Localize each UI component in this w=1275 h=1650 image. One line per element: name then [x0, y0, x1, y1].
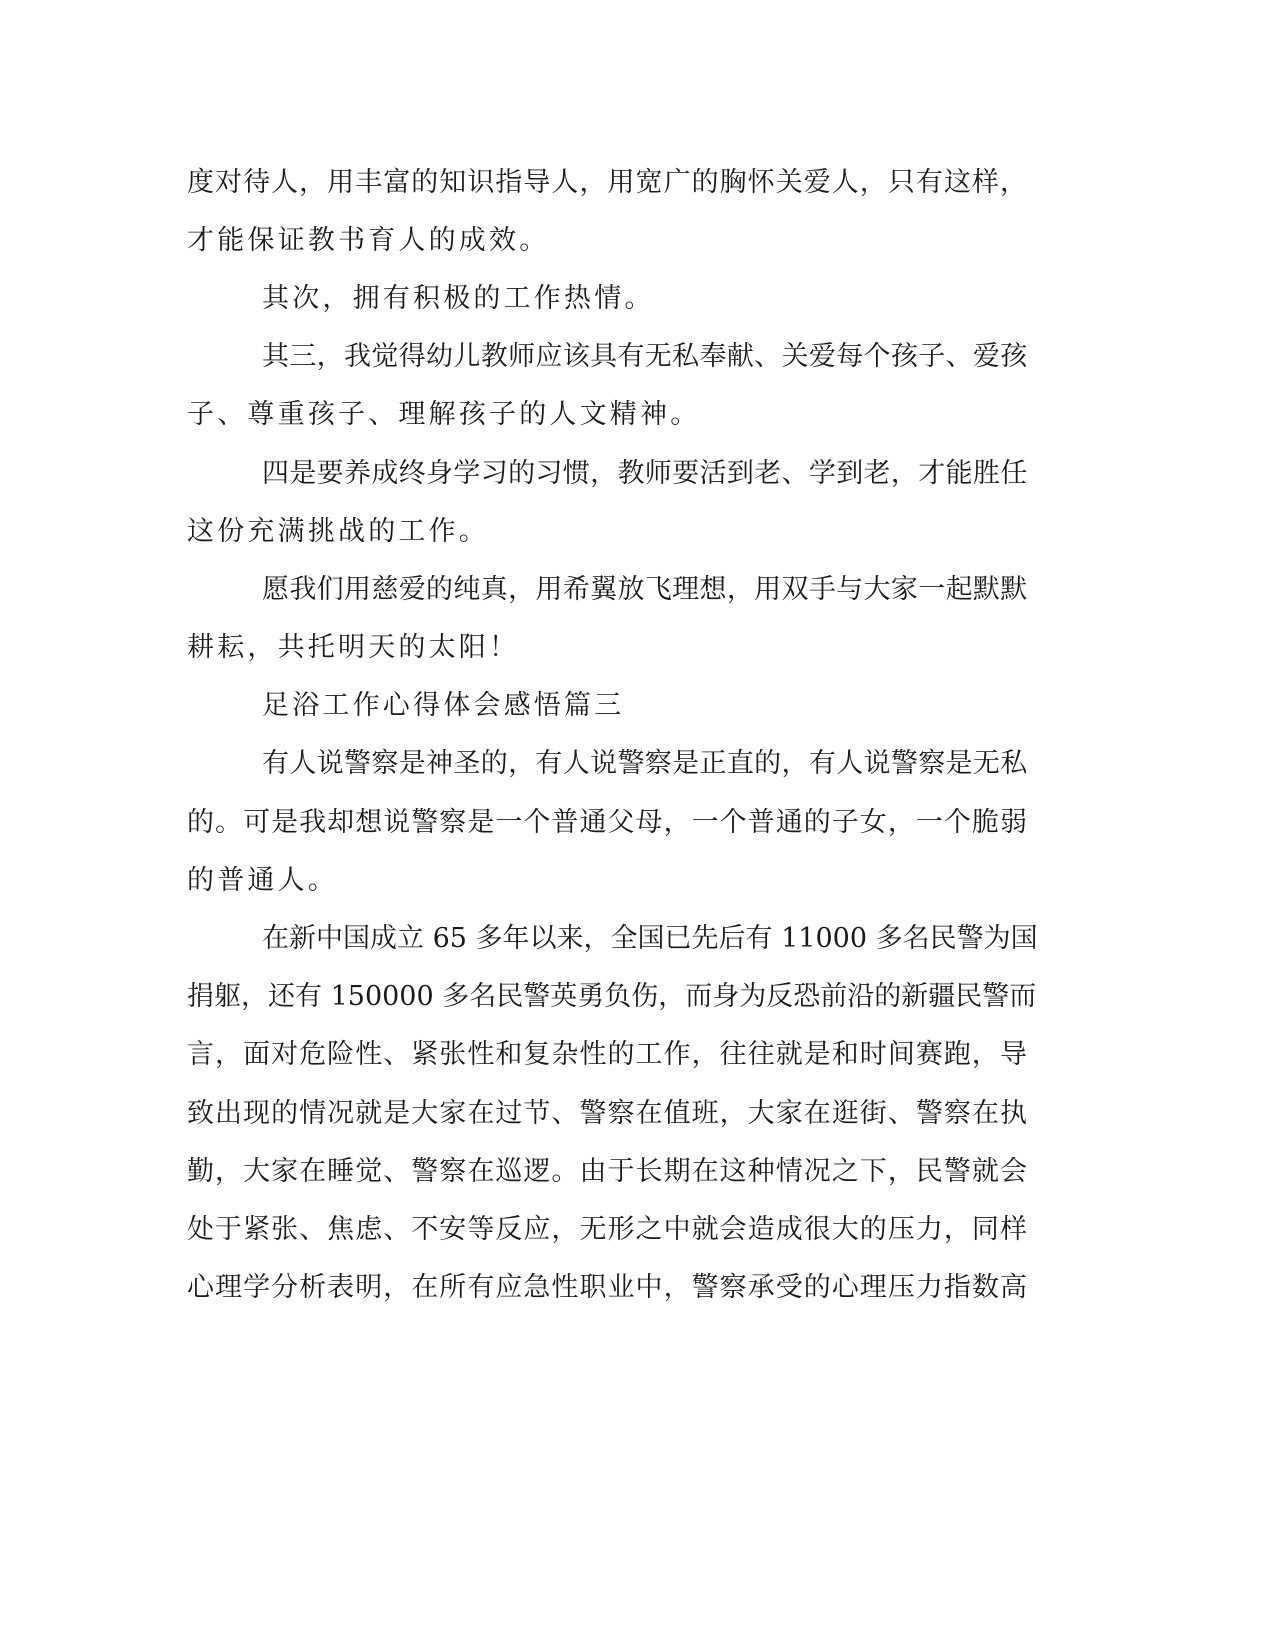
paragraph-line: 的。可是我却想说警察是一个普通父母，一个普通的子女，一个脆弱	[187, 807, 1028, 838]
paragraph-line: 处于紧张、焦虑、不安等反应，无形之中就会造成很大的压力，同样	[187, 1214, 1028, 1245]
paragraph-line: 在新中国成立 65 多年以来，全国已先后有 11000 多名民警为国	[262, 923, 1038, 954]
paragraph-line: 四是要养成终身学习的习惯，教师要活到老、学到老，才能胜任	[262, 458, 1028, 489]
paragraph-line: 心理学分析表明，在所有应急性职业中，警察承受的心理压力指数高	[187, 1272, 1028, 1303]
paragraph-line: 致出现的情况就是大家在过节、警察在值班，大家在逛街、警察在执	[187, 1098, 1028, 1129]
paragraph-line: 愿我们用慈爱的纯真，用希翼放飞理想，用双手与大家一起默默	[262, 574, 1028, 605]
paragraph-line: 勤，大家在睡觉、警察在巡逻。由于长期在这种情况之下，民警就会	[187, 1156, 1028, 1187]
paragraph-line: 言，面对危险性、紧张性和复杂性的工作，往往就是和时间赛跑，导	[187, 1039, 1028, 1070]
paragraph-line: 这份充满挑战的工作。	[187, 516, 489, 547]
section-heading: 足浴工作心得体会感悟篇三	[262, 690, 625, 721]
paragraph-line: 有人说警察是神圣的，有人说警察是正直的，有人说警察是无私	[262, 748, 1028, 779]
paragraph-line: 捐躯，还有 150000 多名民警英勇负伤，而身为反恐前沿的新疆民警而	[187, 981, 1037, 1012]
paragraph-line: 耕耘，共托明天的太阳！	[187, 632, 520, 663]
paragraph-line: 才能保证教书育人的成效。	[187, 225, 550, 256]
paragraph-line: 度对待人，用丰富的知识指导人，用宽广的胸怀关爱人，只有这样，	[187, 167, 1028, 198]
paragraph-line: 的普通人。	[187, 865, 338, 896]
paragraph-line: 子、尊重孩子、理解孩子的人文精神。	[187, 399, 701, 430]
paragraph-line: 其三，我觉得幼儿教师应该具有无私奉献、关爱每个孩子、爱孩	[262, 341, 1028, 372]
paragraph-line: 其次，拥有积极的工作热情。	[262, 283, 655, 314]
